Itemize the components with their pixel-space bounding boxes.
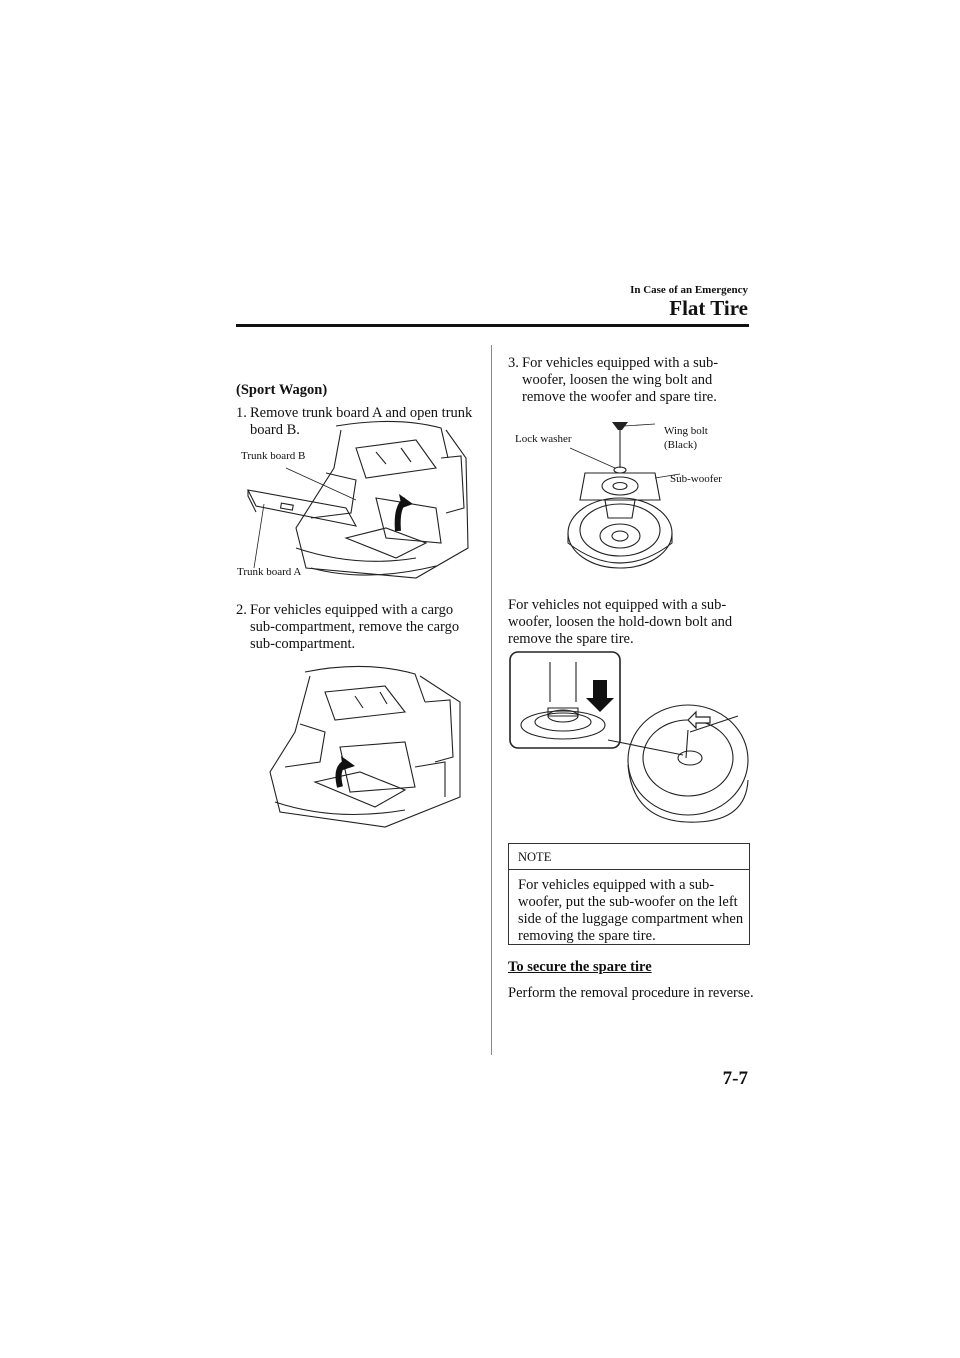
- step-2: [236, 602, 476, 653]
- header-rule: [236, 324, 749, 327]
- label-wing-bolt-color: (Black): [664, 439, 697, 451]
- not-equipped-paragraph: For vehicles not equipped with a sub-woofer, loosen the hold-down bolt and remove the spare tire.: [508, 597, 733, 647]
- note-heading: NOTE: [509, 844, 749, 870]
- page-number: 7-7: [722, 1068, 748, 1089]
- trunk-board-figure: [236, 418, 471, 588]
- section-title: In Case of an Emergency: [630, 284, 748, 296]
- step-3-number: 3.: [508, 355, 519, 371]
- hold-down-bolt-figure: [508, 650, 748, 830]
- step-2-text: For vehicles equipped with a cargo sub-compartment, remove the cargo sub-compartment.: [250, 602, 460, 652]
- page-title: Flat Tire: [669, 296, 748, 320]
- note-box: [508, 843, 750, 945]
- label-trunk-board-a: Trunk board A: [237, 566, 302, 578]
- label-lock-washer: Lock washer: [515, 433, 572, 445]
- step-3-text: For vehicles equipped with a sub-woofer, loosen the wing bolt and remove the woofer and spare tire.: [522, 355, 719, 405]
- note-body: For vehicles equipped with a sub-woofer, put the sub-woofer on the left side of the luggage compartment when removing the spare tire.: [518, 877, 744, 944]
- label-trunk-board-b: Trunk board B: [241, 450, 306, 462]
- cargo-sub-compartment-figure: [265, 662, 465, 837]
- label-sub-woofer: Sub-woofer: [670, 473, 722, 485]
- secure-spare-tire-heading: To secure the spare tire: [508, 959, 652, 975]
- step-3: [508, 355, 748, 406]
- secure-spare-tire-text: Perform the removal procedure in reverse.: [508, 985, 754, 1001]
- label-wing-bolt: Wing bolt: [664, 425, 708, 437]
- sport-wagon-heading: (Sport Wagon): [236, 382, 328, 398]
- step-2-number: 2.: [236, 602, 247, 618]
- column-divider: [491, 345, 492, 1055]
- step-1-text: Remove trunk board A and open trunk board B.: [250, 405, 473, 438]
- step-1-number: 1.: [236, 405, 247, 421]
